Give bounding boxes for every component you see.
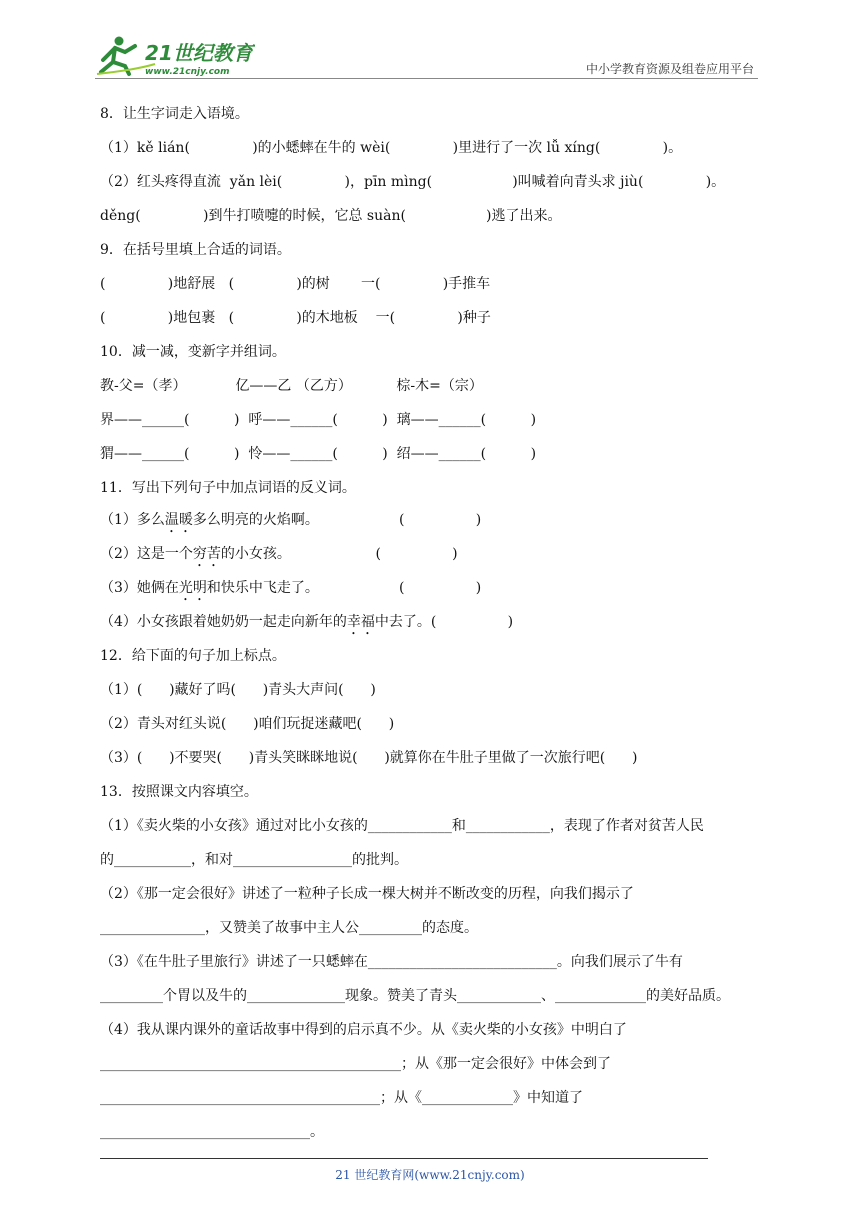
q10-title: 10．减一减，变新字并组词。 <box>100 344 286 360</box>
answer-blank: ( ) <box>318 512 482 528</box>
dotted-word: 穷苦 <box>192 546 221 562</box>
dotted-word: 幸福 <box>346 614 375 630</box>
footer-text: 21 世纪教育网(www.21cnjy.com) <box>335 1168 525 1182</box>
q11-sentence-3 <box>100 578 481 604</box>
q13-line-3: （2）《那一定会很好》讲述了一粒种子长成一棵大树并不断改变的历程，向我们揭示了 <box>100 886 634 902</box>
q11-title: 11．写出下列句子中加点词语的反义词。 <box>100 480 356 496</box>
answer-blank: ( ) <box>290 546 458 562</box>
sentence-text: （2）这是一个 <box>100 546 193 562</box>
q8-line-1: （1）kě lián( )的小蟋蟀在牛的 wèi( )里进行了一次 lǚ xíng( )。 <box>100 140 683 156</box>
sentence-text: 和快乐中飞走了。 <box>206 580 319 596</box>
sentence-text: （4）小女孩跟着她奶奶一起走向新年的 <box>100 614 347 630</box>
dotted-word: 温暖 <box>164 512 193 528</box>
q9-line-2: ( )地包裹 ( )的木地板 一( )种子 <box>100 310 491 326</box>
q12-title: 12．给下面的句子加上标点。 <box>100 648 286 664</box>
q13-line-9: ________________________________________；从《_____________》中知道了 <box>100 1090 583 1106</box>
sentence-text: 中去了。 <box>374 614 431 630</box>
q13-line-2: 的___________，和对_________________的批判。 <box>100 852 408 868</box>
answer-blank: ( ) <box>430 614 514 630</box>
q11-sentence-4 <box>100 612 513 638</box>
sentence-text: 的小女孩。 <box>220 546 291 562</box>
sentence-text: 多么明亮的火焰啊。 <box>192 512 319 528</box>
footer-divider <box>100 1158 708 1159</box>
page-header <box>95 34 758 80</box>
q13-line-1: （1）《卖火柴的小女孩》通过对比小女孩的____________和____________，表现了作者对贫苦人民 <box>100 818 704 834</box>
q10-line-1: 教-父=（孝） 亿——乙 （乙方） 棕-木=（宗） <box>100 378 483 394</box>
q8-line-3: děng( )到牛打喷嚏的时候，它总 suàn( )逃了出来。 <box>100 208 562 224</box>
q9-line-1: ( )地舒展 ( )的树 一( )手推车 <box>100 276 491 292</box>
platform-name: 中小学教育资源及组卷应用平台 <box>585 62 754 76</box>
q13-line-10: ______________________________。 <box>100 1124 324 1140</box>
dotted-word: 光明 <box>178 580 207 596</box>
logo-title: 21世纪教育 <box>145 41 253 65</box>
q9-title: 9．在括号里填上合适的词语。 <box>100 242 291 258</box>
logo <box>95 34 255 78</box>
header-divider <box>95 78 758 79</box>
q12-line-2: （2）青头对红头说( )咱们玩捉迷藏吧( ) <box>100 716 395 732</box>
q13-title: 13．按照课文内容填空。 <box>100 784 258 800</box>
logo-url: www.21cnjy.com <box>145 67 230 77</box>
q12-line-3: （3）( )不要哭( )青头笑眯眯地说( )就算你在牛肚子里做了一次旅行吧( ) <box>100 750 638 766</box>
q13-line-5: （3）《在牛肚子里旅行》讲述了一只蟋蟀在___________________________。向我们展示了牛有 <box>100 954 683 970</box>
q10-line-3: 猬——______( ) 怜——______( ) 绍——______( ) <box>100 446 537 462</box>
q10-line-2: 界——______( ) 呼——______( ) 璃——______( ) <box>100 412 537 428</box>
sentence-text: （1）多么 <box>100 512 165 528</box>
q11-sentence-1 <box>100 510 481 536</box>
q13-line-4: _______________，又赞美了故事中主人公_________的态度。 <box>100 920 478 936</box>
q8-title: 8．让生字词走入语境。 <box>100 106 249 122</box>
q13-line-7: （4）我从课内课外的童话故事中得到的启示真不少。从《卖火柴的小女孩》中明白了 <box>100 1022 627 1038</box>
answer-blank: ( ) <box>318 580 482 596</box>
q13-line-6: _________个胃以及牛的______________现象。赞美了青头____________、_____________的美好品质。 <box>100 988 730 1004</box>
q11-sentence-2 <box>100 544 458 570</box>
sentence-text: （3）她俩在 <box>100 580 179 596</box>
q13-line-8: ___________________________________________；从《那一定会很好》中体会到了 <box>100 1056 611 1072</box>
q8-line-2: （2）红头疼得直流 yǎn lèi( )，pīn mìng( )叫喊着向青头求 jiù( )。 <box>100 174 726 190</box>
q12-line-1: （1）( )藏好了吗( )青头大声问( ) <box>100 682 376 698</box>
